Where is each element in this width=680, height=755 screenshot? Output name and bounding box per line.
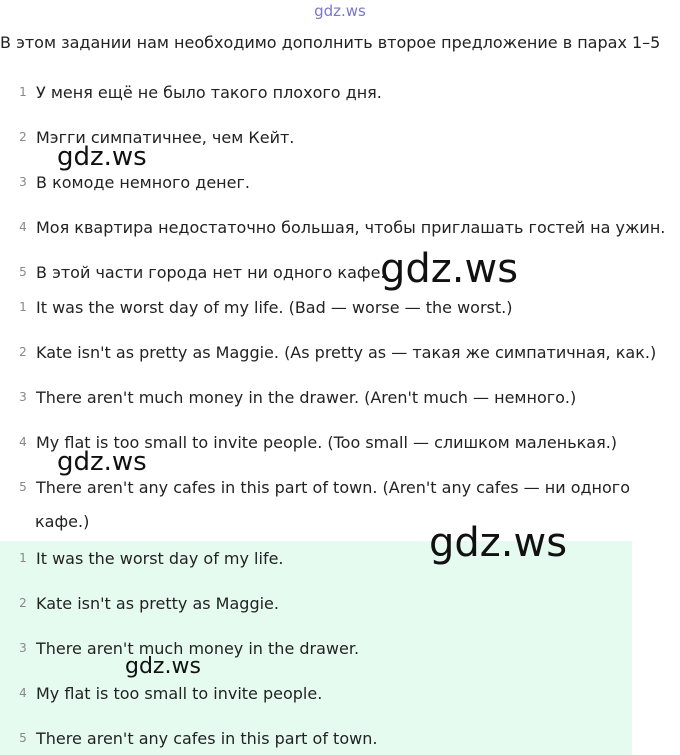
watermark: gdz.ws <box>380 246 519 292</box>
list-item <box>0 340 656 364</box>
item-number: 2 <box>19 130 27 144</box>
item-text: Kate isn't as pretty as Maggie. <box>36 593 279 613</box>
item-text: My flat is too small to invite people. (Too small — слишком маленькая.) <box>36 432 618 452</box>
item-number: 4 <box>19 686 27 700</box>
item-number: 5 <box>19 265 27 279</box>
item-text: My flat is too small to invite people. <box>36 683 323 703</box>
item-number: 1 <box>19 300 27 314</box>
item-text: У меня ещё не было такого плохого дня. <box>36 82 382 102</box>
item-text: Мэгги симпатичнее, чем Кейт. <box>36 127 295 147</box>
item-text: Kate isn't as pretty as Maggie. (As pretty as — такая же симпатичная, как.) <box>36 342 657 362</box>
answer-item <box>0 681 322 705</box>
item-text: Моя квартира недостаточно большая, чтобы приглашать гостей на ужин. <box>36 217 666 237</box>
item-text: There aren't much money in the drawer. <box>36 638 360 658</box>
item-number: 2 <box>19 596 27 610</box>
item-number: 5 <box>19 480 27 494</box>
list-item <box>0 80 382 104</box>
item-text: В этой части города нет ни одного кафе. <box>36 262 386 282</box>
item-number: 3 <box>19 175 27 189</box>
item-text-continuation: кафе.) <box>35 512 90 531</box>
item-number: 3 <box>19 641 27 655</box>
item-text: В комоде немного денег. <box>36 172 250 192</box>
list-item <box>0 215 665 239</box>
item-number: 3 <box>19 390 27 404</box>
item-text: There aren't any cafes in this part of town. (Aren't any cafes — ни одного <box>36 477 630 497</box>
item-text: It was the worst day of my life. (Bad — worse — the worst.) <box>36 297 513 317</box>
watermark: gdz.ws <box>429 520 568 566</box>
item-text: It was the worst day of my life. <box>36 548 284 568</box>
item-number: 5 <box>19 731 27 745</box>
task-intro: В этом задании нам необходимо дополнить второе предложение в парах 1–5 <box>0 33 661 52</box>
item-text: There aren't any cafes in this part of town. <box>36 728 378 748</box>
list-item <box>0 125 294 149</box>
item-number: 4 <box>19 220 27 234</box>
list-item <box>0 260 386 284</box>
item-text: There aren't much money in the drawer. (Aren't much — немного.) <box>36 387 577 407</box>
watermark: gdz.ws <box>57 142 147 172</box>
answer-item <box>0 591 279 615</box>
list-item <box>0 385 576 409</box>
cut-off-line <box>40 66 140 72</box>
item-number: 4 <box>19 435 27 449</box>
watermark: gdz.ws <box>57 447 147 477</box>
item-number: 1 <box>19 551 27 565</box>
watermark: gdz.ws <box>125 654 201 679</box>
answer-item <box>0 546 284 570</box>
list-item <box>0 295 512 319</box>
item-number: 1 <box>19 85 27 99</box>
item-number: 2 <box>19 345 27 359</box>
list-item <box>0 170 250 194</box>
list-item <box>0 475 630 499</box>
answer-item <box>0 726 377 750</box>
top-watermark: gdz.ws <box>314 2 366 20</box>
